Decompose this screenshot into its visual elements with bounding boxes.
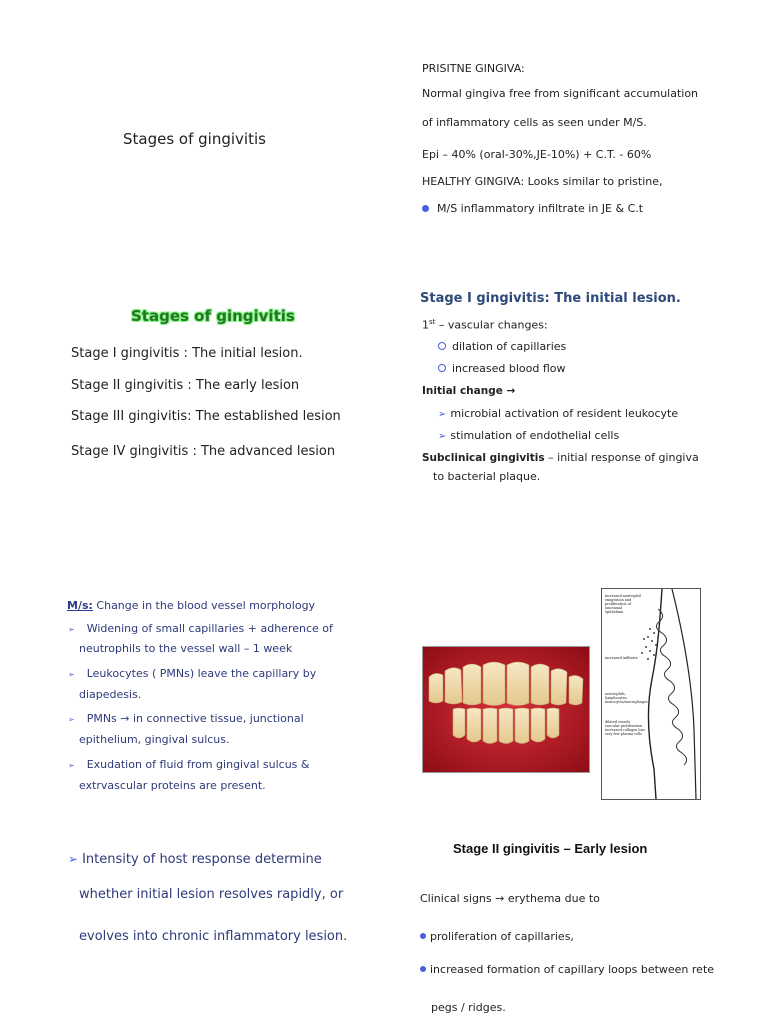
subclinical-rest: – initial response of gingiva <box>544 451 699 464</box>
stage-item-4: Stage IV gingivitis : The advanced lesion <box>71 444 336 459</box>
capillary-loops-cont: pegs / ridges. <box>431 1001 506 1014</box>
bullet-exudation-cont: extrvascular proteins are present. <box>79 779 266 792</box>
circle-bullet-icon <box>438 342 446 350</box>
diagram-label: epithelium <box>605 610 624 614</box>
diagram-label: increased collagen loss <box>605 728 645 732</box>
diagram-label: increased infiltrate <box>605 656 638 660</box>
ms-label: M/s: <box>67 599 93 612</box>
clinical-signs-line: Clinical signs → erythema due to <box>420 892 600 905</box>
histology-diagram <box>601 588 701 800</box>
pristine-line-3: Epi – 40% (oral-30%,JE-10%) + C.T. - 60% <box>422 148 652 161</box>
pristine-line-1: Normal gingiva free from significant accumulation <box>422 87 699 100</box>
diagram-label: monocytes/macrophages <box>605 700 648 704</box>
dilation-item <box>438 340 566 353</box>
blood-flow-text: increased blood flow <box>452 362 566 375</box>
stages-title: Stages of gingivitis <box>131 307 295 325</box>
diagram-label: vascular proliferation <box>605 724 643 728</box>
dilation-text: dilation of capillaries <box>452 340 567 353</box>
bullet-widening-cont: neutrophils to the vessel wall – 1 week <box>79 642 293 655</box>
diagram-label: dilated vessels <box>605 720 631 724</box>
arrow-bullet-icon: ➢ <box>68 670 75 679</box>
capillaries-text: proliferation of capillaries, <box>430 930 574 943</box>
stage-item-2: Stage II gingivitis : The early lesion <box>71 378 300 393</box>
leukocytes-text: Leukocytes ( PMNs) leave the capillary by <box>86 667 317 680</box>
subclinical-line <box>422 451 699 464</box>
initial-change-label: Initial change → <box>422 385 516 397</box>
stage2-heading: Stage II gingivitis – Early lesion <box>453 841 648 856</box>
bullet-leukocytes-cont: diapedesis. <box>79 688 142 701</box>
circle-bullet-icon <box>438 364 446 372</box>
vascular-changes-line <box>422 318 548 332</box>
arrow-bullet-icon: ➢ <box>438 431 447 442</box>
capillary-loops-text: increased formation of capillary loops between rete <box>430 963 715 976</box>
first-prefix: 1 <box>422 318 429 332</box>
bullet-leukocytes <box>68 667 316 680</box>
arrow-bullet-icon: ➢ <box>68 715 75 724</box>
bullet-pmns <box>68 712 304 725</box>
diagram-label: junctional <box>605 606 623 610</box>
subclinical-line-2: to bacterial plaque. <box>433 470 541 483</box>
stage-item-1: Stage I gingivitis : The initial lesion. <box>71 346 303 361</box>
bullet-exudation <box>68 758 310 771</box>
stage-item-3: Stage III gingivitis: The established lesion <box>71 409 341 424</box>
diagram-label: very few plasma cells <box>605 732 642 736</box>
bullet-dot-icon <box>422 205 429 212</box>
exudation-text: Exudation of fluid from gingival sulcus & <box>86 758 310 771</box>
bullet-dot-icon <box>420 933 426 939</box>
ms-infiltrate-bullet <box>422 202 643 215</box>
ms-heading-line <box>67 599 315 612</box>
arrow-bullet-icon: ➢ <box>68 625 75 634</box>
pristine-heading: PRISITNE GINGIVA: <box>422 62 525 75</box>
widening-text: Widening of small capillaries + adherence of <box>86 622 333 635</box>
arrow-bullet-icon: ➢ <box>438 409 447 420</box>
intensity-line-3: evolves into chronic inflammatory lesion. <box>79 929 348 944</box>
capillary-loops-bullet <box>420 963 714 976</box>
ms-text: Change in the blood vessel morphology <box>92 599 316 612</box>
pristine-line-2: of inflammatory cells as seen under M/S. <box>422 116 647 129</box>
intensity-line-2: whether initial lesion resolves rapidly, or <box>79 887 344 902</box>
endothelial-item <box>438 429 619 442</box>
healthy-gingiva-line: HEALTHY GINGIVA: Looks similar to pristine, <box>422 175 663 188</box>
first-sup: st <box>429 318 436 326</box>
endothelial-text: stimulation of endothelial cells <box>450 429 620 442</box>
diagram-label: increased neutrophil <box>605 594 641 598</box>
first-rest: – vascular changes: <box>435 318 548 332</box>
pmns-text: PMNs → in connective tissue, junctional <box>86 712 304 725</box>
stage1-heading: Stage I gingivitis: The initial lesion. <box>420 291 681 306</box>
intensity-line-1 <box>68 852 322 867</box>
gingiva-photo <box>422 646 590 773</box>
arrow-bullet-icon: ➢ <box>68 852 79 866</box>
microbial-text: microbial activation of resident leukocyte <box>450 407 679 420</box>
bullet-widening <box>68 622 333 635</box>
blood-flow-item <box>438 362 565 375</box>
capillaries-bullet <box>420 930 574 943</box>
arrow-bullet-icon: ➢ <box>68 761 75 770</box>
subclinical-bold: Subclinical gingivitis <box>422 452 545 464</box>
bullet-text: M/S inflammatory infiltrate in JE & C.t <box>437 202 644 215</box>
diagram-label: lymphocytes, <box>605 696 628 700</box>
bullet-dot-icon <box>420 966 426 972</box>
diagram-label: emigration and <box>605 598 632 602</box>
diagram-label: neutrophils, <box>605 692 626 696</box>
slide1-title: Stages of gingivitis <box>123 130 266 148</box>
diagram-label: proliferation of <box>605 602 631 606</box>
bullet-pmns-cont: epithelium, gingival sulcus. <box>79 733 230 746</box>
intensity-text: Intensity of host response determine <box>82 852 322 867</box>
microbial-activation-item <box>438 407 678 420</box>
